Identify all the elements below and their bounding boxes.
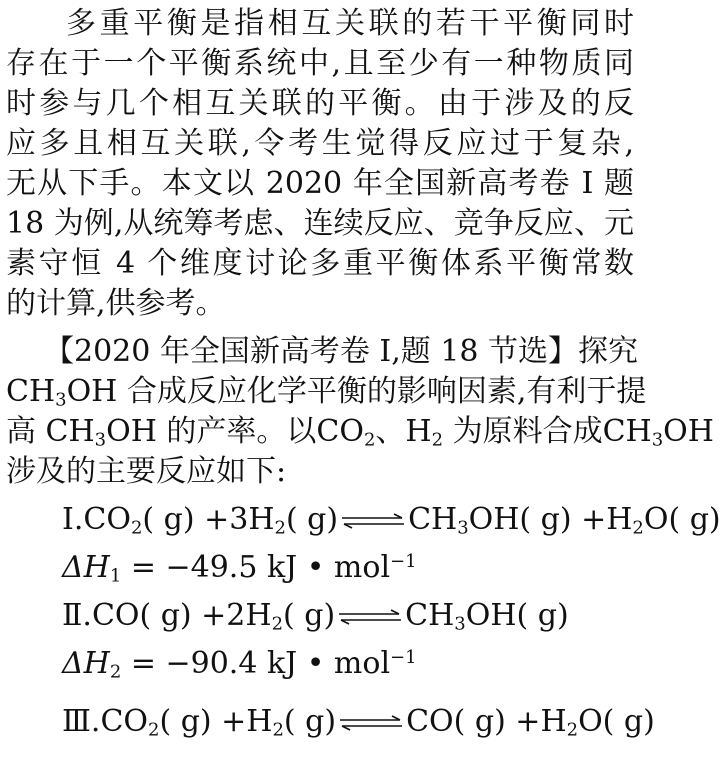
paragraph-line: 的计算,供参考。: [6, 286, 226, 321]
equilibrium-arrow-icon: [338, 715, 404, 731]
equilibrium-arrow-icon: [340, 513, 406, 529]
paragraph-line: 无从下手。本文以 2020 年全国新高考卷 I 题: [6, 166, 634, 201]
reaction-1-left: $CO_2$( $g) +3H_2$( g): [83, 502, 339, 539]
reaction-3-left: $CO_2$( $g) +H_2$( g): [100, 704, 337, 741]
paragraph-line: 应多且相互关联,令考生觉得反应过于复杂,: [6, 126, 634, 161]
paragraph-line: 多重平衡是指相互关联的若干平衡同时: [66, 6, 634, 41]
paragraph-line: 素守恒 4 个维度讨论多重平衡体系平衡常数: [6, 246, 634, 281]
enthalpy-1: $\Delta H_1 = -49.5$ kJ • mol$^{-1}$: [62, 550, 417, 587]
reaction-1: $Ⅰ.CO_2$( $g) +3H_2$( g) $CH_3OH$( $g) +H_2O$( g): [62, 502, 721, 539]
paragraph-line: 时参与几个相互关联的平衡。由于涉及的反: [6, 86, 634, 121]
reaction-3: $Ⅲ.CO_2$( $g) +H_2$( g) CO( $g) +H_2O$( g): [62, 704, 655, 741]
paragraph-line: 存在于一个平衡系统中,且至少有一种物质同: [6, 46, 634, 81]
reaction-1-right: $CH_3OH$( $g) +H_2O$( g): [408, 502, 721, 539]
problem-line: $CH_3OH$ 合成反应化学平衡的影响因素,有利于提: [6, 374, 647, 411]
problem-line: 高 $CH_3OH$ 的产率。以$CO_2$、$H_2$ 为原料合成$CH_3OH$: [6, 414, 714, 451]
paragraph-line: 18 为例,从统筹考虑、连续反应、竞争反应、元: [6, 206, 634, 241]
enthalpy-2: $\Delta H_2 = -90.4$ kJ • mol$^{-1}$: [62, 646, 417, 683]
problem-line: 【2020 年全国新高考卷 Ⅰ,题 18 节选】探究: [44, 334, 639, 369]
reaction-2: Ⅱ.CO( $g) +2H_2$( g) $CH_3OH$( g): [62, 598, 569, 635]
equilibrium-arrow-icon: [337, 609, 403, 625]
reaction-2-right: $CH_3OH$( g): [405, 598, 569, 635]
reaction-3-right: CO( $g) +H_2O$( g): [406, 704, 655, 741]
problem-line: 涉及的主要反应如下:: [6, 454, 287, 489]
reaction-2-left: CO( $g) +2H_2$( g): [91, 598, 336, 635]
